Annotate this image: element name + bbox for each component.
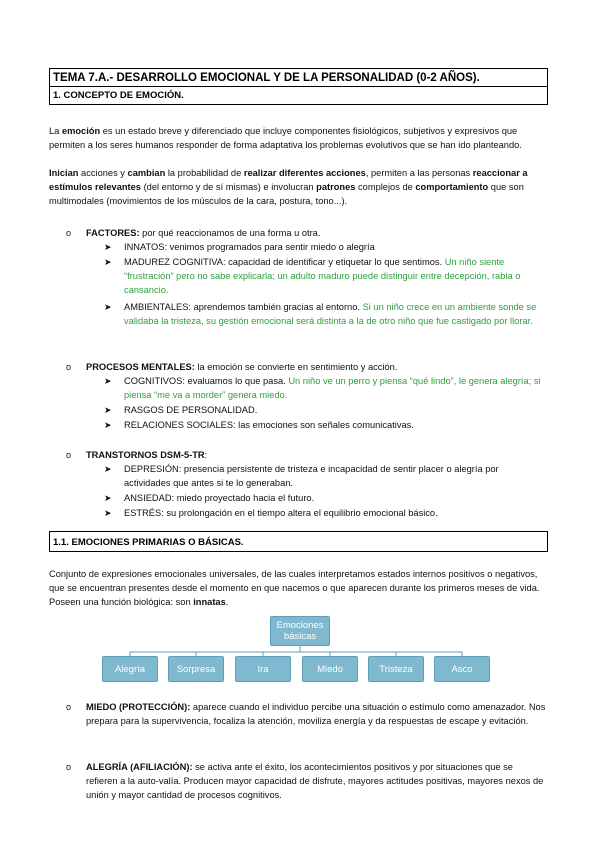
section-heading-primary-emotions: 1.1. EMOCIONES PRIMARIAS O BÁSICAS. (49, 531, 548, 552)
circle-bullet-icon: o (66, 228, 72, 238)
document-page: TEMA 7.A.- DESARROLLO EMOCIONAL Y DE LA PERSONALIDAD (0-2 AÑOS). 1. CONCEPTO DE EMOCIÓN. La emoción es un estado breve y diferenciado que incluye componentes fisiológicos, subjetivos y expresivos que permiten a los seres humanos responder de forma adaptativa los problemas evolutivos que se han ido planteando. Inician acciones y cambian la probabilidad de realizar diferentes acciones, permiten a las personas reaccionar a estímulos relevantes (del entorno y de sí mismas) e involucran patrones complejos de comportamiento que son multimodales (movimientos de los músculos de la cara, postura, tono...). o FACTORES: por qué reaccionamos de una forma u otra. ➤ INNATOS: venimos programados para sentir miedo o alegría ➤ MADUREZ COGNITIVA: capacidad de identificar y etiquetar lo que sentimos. Un niño siente “frustración” pero no sabe explicarla; un adulto maduro puede distinguir entre decepción, rabia o cansancio. ➤ AMBIENTALES: aprendemos también gracias al entorno. Si un niño crece en un ambiente sonde se validaba la tristeza, su gestión emocional será distinta a la de otro niño que fue castigado por llorar. o PROCESOS MENTALES: la emoción se convierte en sentimiento y acción. ➤ COGNITIVOS: evaluamos lo que pasa. Un niño ve un perro y piensa “qué lindo”, le genera alegría; si piensa “me va a morder” genera miedo. ➤ RASGOS DE PERSONALIDAD. ➤ RELACIONES SOCIALES: las emociones son señales comunicativas. o TRANSTORNOS DSM-5-TR: ➤ DEPRESIÓN: presencia persistente de tristeza e incapacidad de sentir placer o alegría por actividades que antes si te lo generaban. ➤ ANSIEDAD: miedo proyectado hacia el futuro. ➤ ESTRÉS: su prolongación en el tiempo altera el equilibrio emocional básico. 1.1. EMOCIONES PRIMARIAS O BÁSICAS. Conjunto de expresiones emocionales universales, de las cuales interpretamos estados internos positivos o negativos, que se encuentran presentes desde el momento en que nacemos o que aparecen durante los primeros meses de vida. Poseen una función biológica: son innatas. Emociones básicas Alegría Sorpresa Ira Miedo Tristeza Asco o MIEDO (PROTECCIÓN): aparece cuando el individuo percibe una situación o estímulo como amenazador. Nos prepara para la supervivencia, focaliza la atención, moviliza energía y da respuestas de escape y evitación. o ALEGRÍA (AFILIACIÓN): se activa ante el éxito, los acontecimientos positivos y por situaciones que se refieren a la auto-valía. Producen mayor capacidad de disfrute, mayores actitudes positivas, mayores nexos de unión y mayor cantidad de procesos cognitivos. (0, 0, 600, 848)
diagram-node-sorpresa: Sorpresa (168, 656, 224, 682)
arrow-bullet-icon: ➤ (104, 508, 112, 518)
intro-paragraph-1: La emoción es un estado breve y diferenciado que incluye componentes fisiológicos, subjetivos y expresivos que permiten a los seres humanos responder de forma adaptativa los problemas evolutivos que se han ido planteando. (49, 126, 522, 150)
arrow-bullet-icon: ➤ (104, 376, 112, 386)
arrow-bullet-icon: ➤ (104, 257, 112, 267)
arrow-bullet-icon: ➤ (104, 464, 112, 474)
document-title: TEMA 7.A.- DESARROLLO EMOCIONAL Y DE LA PERSONALIDAD (0-2 AÑOS). (49, 68, 548, 87)
section-heading-concept: 1. CONCEPTO DE EMOCIÓN. (49, 87, 548, 105)
circle-bullet-icon: o (66, 450, 72, 460)
circle-bullet-icon: o (66, 762, 72, 772)
circle-bullet-icon: o (66, 702, 72, 712)
diagram-node-alegria: Alegría (102, 656, 158, 682)
arrow-bullet-icon: ➤ (104, 420, 112, 430)
diagram-node-tristeza: Tristeza (368, 656, 424, 682)
arrow-bullet-icon: ➤ (104, 302, 112, 312)
diagram-node-ira: Ira (235, 656, 291, 682)
diagram-node-asco: Asco (434, 656, 490, 682)
intro-paragraph-2: Inician acciones y cambian la probabilidad de realizar diferentes acciones, permiten a las personas reaccionar a estímulos relevantes (del entorno y de sí mismas) e involucran patrones complejos de comportamiento que son multimodales (movimientos de los músculos de la cara, postura, tono...). (49, 168, 528, 206)
arrow-bullet-icon: ➤ (104, 493, 112, 503)
diagram-node-miedo: Miedo (302, 656, 358, 682)
arrow-bullet-icon: ➤ (104, 242, 112, 252)
circle-bullet-icon: o (66, 362, 72, 372)
diagram-root-node: Emociones básicas (270, 616, 330, 646)
arrow-bullet-icon: ➤ (104, 405, 112, 415)
primary-emotions-paragraph: Conjunto de expresiones emocionales universales, de las cuales interpretamos estados internos positivos o negativos, que se encuentran presentes desde el momento en que nacemos o que aparecen durante los primeros meses de vida. Poseen una función biológica: son innatas. (49, 569, 540, 607)
